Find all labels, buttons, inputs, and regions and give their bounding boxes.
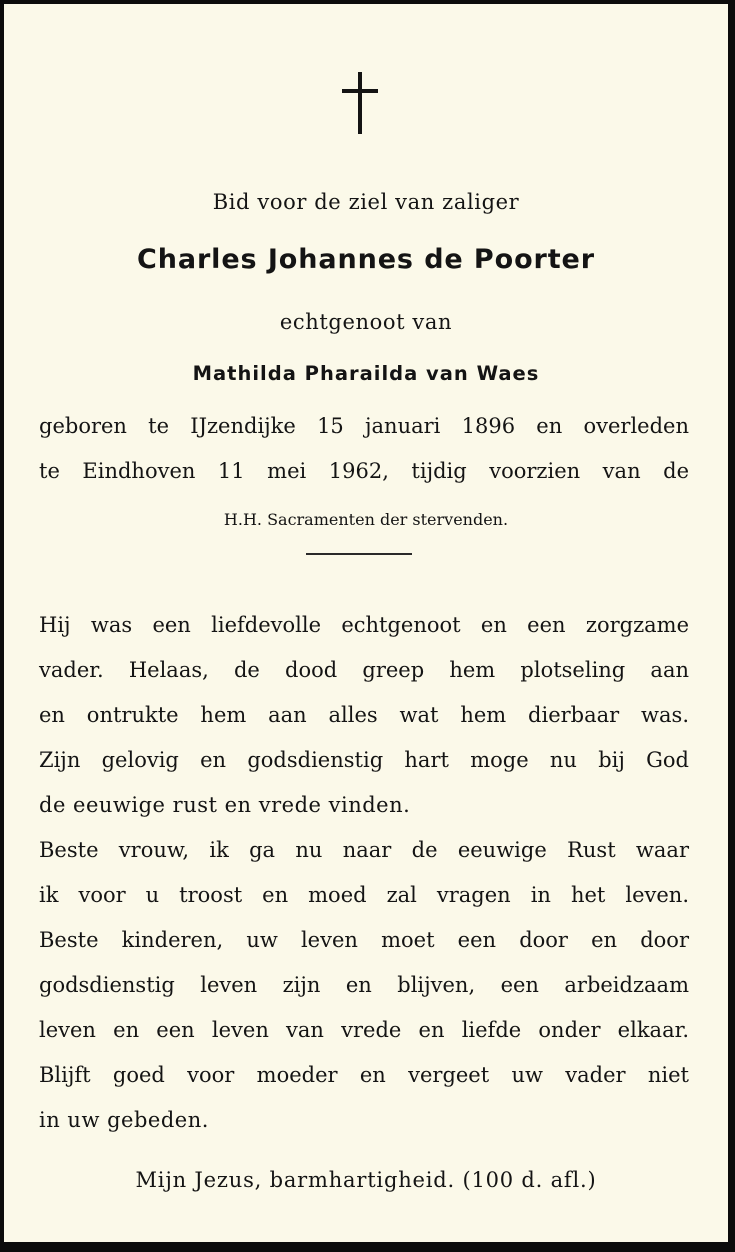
life-line: geboren te IJzendijke 15 januari 1896 en overleden: [39, 414, 689, 438]
life-line: te Eindhoven 11 mei 1962, tijdig voorzien van de: [39, 459, 689, 483]
closing-prayer: Mijn Jezus, barmhartigheid. (100 d. afl.): [135, 1168, 597, 1192]
body-line: de eeuwige rust en vrede vinden.: [39, 793, 411, 817]
body-line: Beste vrouw, ik ga nu naar de eeuwige Rust waar: [39, 838, 689, 862]
life-line: H.H. Sacramenten der stervenden.: [223, 510, 509, 529]
divider: [306, 553, 412, 555]
body-line: en ontrukte hem aan alles wat hem dierbaar was.: [39, 703, 689, 727]
body-line: ik voor u troost en moed zal vragen in het leven.: [39, 883, 689, 907]
body-line: Beste kinderen, uw leven moet een door en door: [39, 928, 689, 952]
body-line: leven en een leven van vrede en liefde onder elkaar.: [39, 1018, 689, 1042]
memorial-card: [4, 4, 728, 1242]
body-line: vader. Helaas, de dood greep hem plotseling aan: [39, 658, 689, 682]
spouse-label: echtgenoot van: [279, 310, 453, 334]
body-line: Zijn gelovig en godsdienstig hart moge nu bij God: [39, 748, 689, 772]
body-line: godsdienstig leven zijn en blijven, een arbeidzaam: [39, 973, 689, 997]
cross-icon: [342, 72, 378, 136]
spouse-name: Mathilda Pharailda van Waes: [192, 362, 540, 385]
intro-text: Bid voor de ziel van zaliger: [212, 190, 520, 214]
deceased-name: Charles Johannes de Poorter: [137, 244, 595, 275]
body-line: Blijft goed voor moeder en vergeet uw vader niet: [39, 1063, 689, 1087]
body-line: in uw gebeden.: [39, 1108, 209, 1132]
body-line: Hij was een liefdevolle echtgenoot en een zorgzame: [39, 613, 689, 637]
